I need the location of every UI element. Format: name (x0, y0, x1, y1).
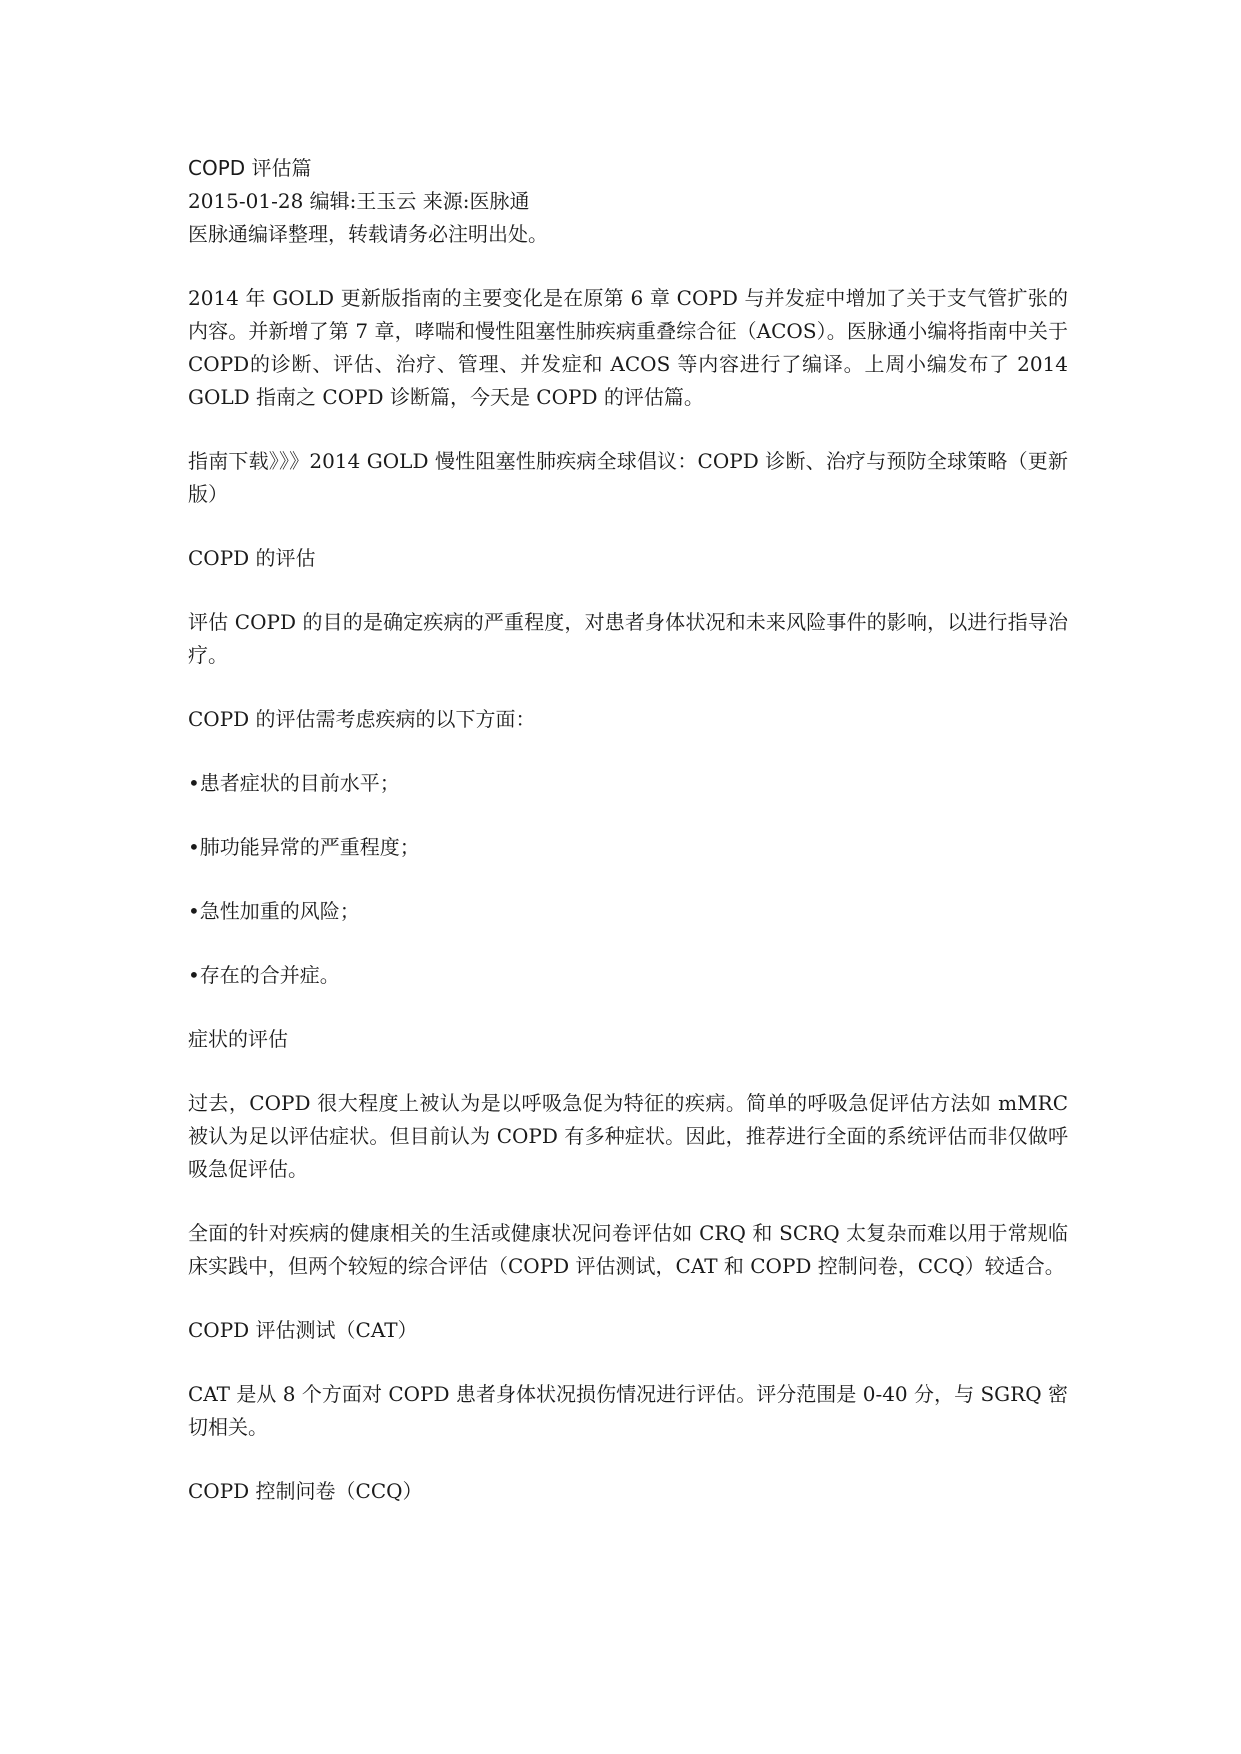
symptoms-paragraph-2: 全面的针对疾病的健康相关的生活或健康状况问卷评估如 CRQ 和 SCRQ 太复杂而难以用于常规临床实践中，但两个较短的综合评估（COPD 评估测试，CAT 和 COPD 控制问卷，CCQ）较适合。 (188, 1221, 1068, 1278)
cat-paragraph: CAT 是从 8 个方面对 COPD 患者身体状况损伤情况进行评估。评分范围是 0-40 分，与 SGRQ 密切相关。 (188, 1382, 1068, 1439)
assessment-aspects-intro: COPD 的评估需考虑疾病的以下方面： (188, 707, 536, 731)
guideline-download-link[interactable]: 指南下载》》》2014 GOLD 慢性阻塞性肺疾病全球倡议：COPD 诊断、治疗与预防全球策略（更新版） (188, 449, 1068, 506)
bullet-item-comorbidities: •存在的合并症。 (188, 963, 340, 987)
assessment-purpose-paragraph: 评估 COPD 的目的是确定疾病的严重程度，对患者身体状况和未来风险事件的影响，以进行指导治疗。 (188, 610, 1068, 667)
section-heading-ccq: COPD 控制问卷（CCQ） (188, 1479, 423, 1503)
article-body (188, 152, 1068, 1508)
symptoms-paragraph-1: 过去，COPD 很大程度上被认为是以呼吸急促为特征的疾病。简单的呼吸急促评估方法如 mMRC 被认为足以评估症状。但目前认为 COPD 有多种症状。因此，推荐进行全面的系统评估而非仅做呼吸急促评估。 (188, 1091, 1068, 1181)
section-heading-assessment: COPD 的评估 (188, 546, 316, 570)
bullet-item-symptoms: •患者症状的目前水平； (188, 771, 400, 795)
article-title: COPD 评估篇 (188, 156, 312, 180)
section-heading-symptoms: 症状的评估 (188, 1027, 288, 1051)
intro-paragraph: 2014 年 GOLD 更新版指南的主要变化是在原第 6 章 COPD 与并发症中增加了关于支气管扩张的内容。并新增了第 7 章，哮喘和慢性阻塞性肺疾病重叠综合征（ACOS）。医脉通小编将指南中关于 COPD的诊断、评估、治疗、管理、并发症和 ACOS 等内容进行了编译。上周小编发布了 2014 GOLD 指南之 COPD 诊断篇，今天是 COPD 的评估篇。 (188, 286, 1068, 409)
article-meta: 2015-01-28 编辑:王玉云 来源:医脉通 (188, 189, 530, 213)
bullet-item-exacerbation-risk: •急性加重的风险； (188, 899, 360, 923)
bullet-item-lung-function: •肺功能异常的严重程度； (188, 835, 420, 859)
copyright-notice: 医脉通编译整理，转载请务必注明出处。 (188, 222, 548, 246)
section-heading-cat: COPD 评估测试（CAT） (188, 1318, 418, 1342)
